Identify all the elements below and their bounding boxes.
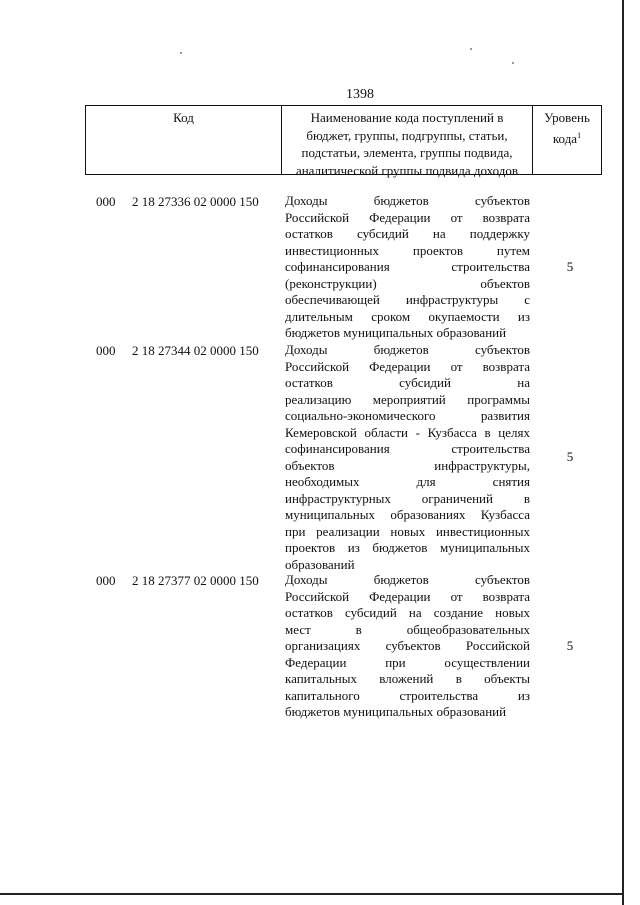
scan-speck [470,48,472,50]
header-level-line: Уровень [544,110,590,125]
description-line: Кемеровской области - Кузбасса в целях [285,424,530,440]
description-line: реализацию мероприятий программы [285,391,530,407]
admin-code: 000 [96,343,116,358]
header-name-line: бюджет, группы, подгруппы, статьи, [306,127,508,143]
description-line: остатков субсидий на создание новых [285,605,530,620]
income-description [285,572,530,721]
description-line: капитального строительства из [285,687,530,703]
description-line: софинансирования строительства [285,441,530,456]
description-line: (реконструкции) объектов [285,275,530,291]
description-line: бюджетов муниципальных образований [285,325,507,340]
description-line: объектов инфраструктуры, [285,457,530,473]
admin-code: 000 [96,573,116,588]
description-line: Российской Федерации от возврата [285,209,530,225]
description-line: инвестиционных проектов путем [285,242,530,258]
header-level-code: кода [552,130,578,146]
header-name-line: аналитической группы подвида доходов [295,162,519,178]
header-code-cell [86,106,282,174]
description-line: Доходы бюджетов субъектов [285,572,530,587]
description-line: Доходы бюджетов субъектов [285,193,530,208]
code-level: 5 [566,449,574,464]
description-line: капитальных вложений в объекты [285,671,530,686]
description-line: бюджетов муниципальных образований [285,704,507,719]
scan-edge-bottom [0,893,624,895]
scan-speck [512,62,514,64]
description-line: проектов из бюджетов муниципальных [285,540,530,555]
scan-edge-right [622,0,624,905]
description-line: длительным сроком окупаемости из [285,308,530,324]
description-line: софинансирования строительства [285,259,530,274]
description-line: организациях субъектов Российской [285,638,530,653]
description-line: инфраструктурных ограничений в [285,490,530,506]
budget-code: 2 18 27336 02 0000 150 [132,194,259,209]
description-line: Доходы бюджетов субъектов [285,342,530,357]
scan-speck [180,52,182,54]
description-line: Российской Федерации от возврата [285,588,530,604]
header-code-label: Код [173,110,194,125]
header-name-cell [282,106,533,178]
description-line: остатков субсидий на [285,375,530,390]
budget-code: 2 18 27344 02 0000 150 [132,343,259,358]
header-name-line: подстатьи, элемента, группы подвида, [301,145,513,160]
description-line: муниципальных образованиях Кузбасса [285,507,530,522]
header-name-line: Наименование кода поступлений в [310,110,504,125]
header-level-cell [533,106,601,174]
footnote-marker: 1 [577,130,582,140]
description-line: обеспечивающей инфраструктуры с [285,292,530,307]
page-number: 1398 [346,87,374,102]
income-description [285,193,530,342]
description-line: мест в общеобразовательных [285,621,530,637]
admin-code: 000 [96,194,116,209]
description-line: при реализации новых инвестиционных [285,523,530,539]
income-description [285,342,530,573]
code-level: 5 [566,638,574,653]
code-level: 5 [566,259,574,274]
budget-code: 2 18 27377 02 0000 150 [132,573,259,588]
header-level-line [533,127,601,148]
description-line: образований [285,556,355,572]
description-line: остатков субсидий на поддержку [285,226,530,241]
description-line: Федерации при осуществлении [285,654,530,670]
description-line: Российской Федерации от возврата [285,358,530,374]
description-line: необходимых для снятия [285,474,530,489]
table-header [85,105,602,178]
description-line: социально-экономического развития [285,408,530,423]
